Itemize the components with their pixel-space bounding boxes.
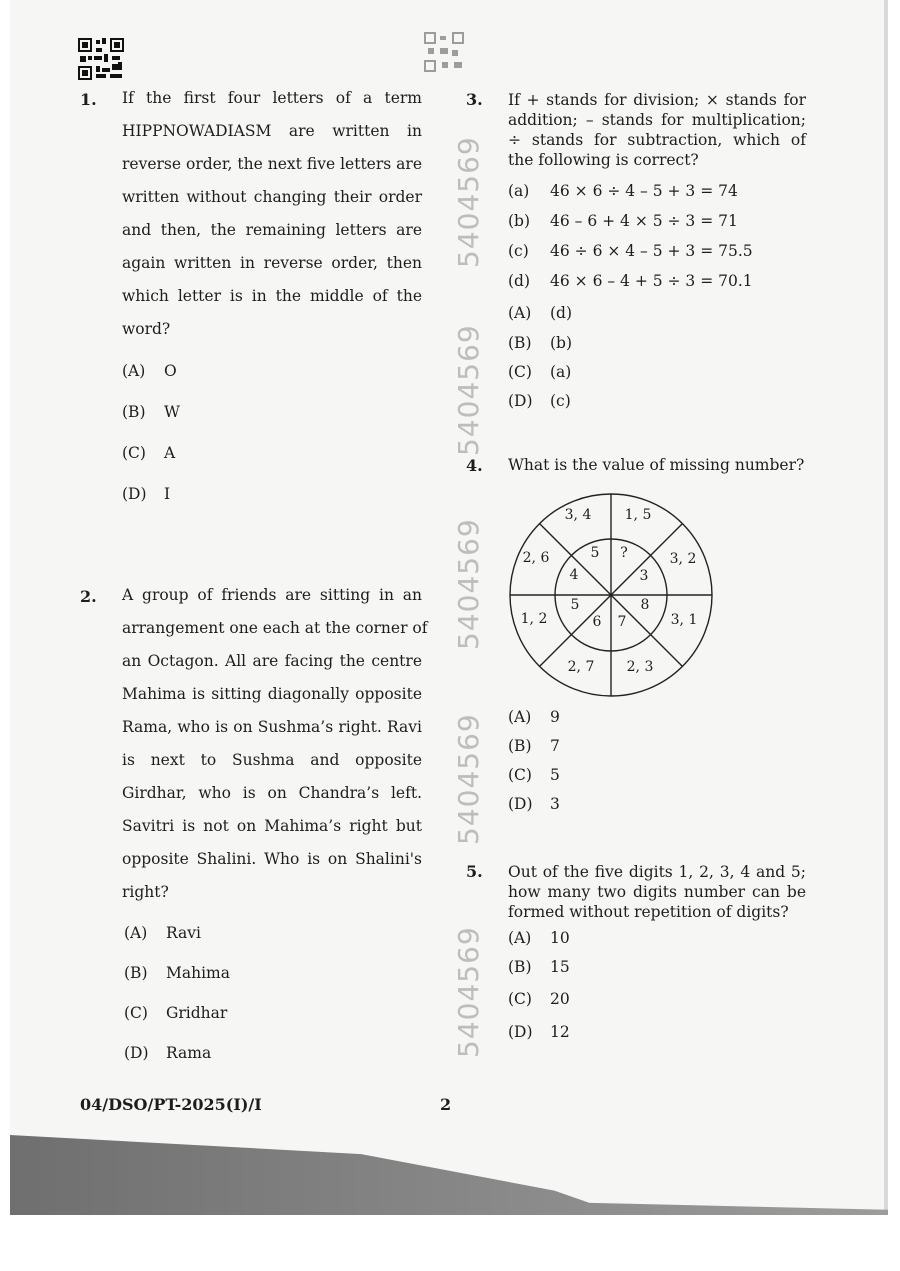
number-wheel-diagram: [506, 490, 716, 700]
option-label: (C): [508, 990, 532, 1008]
statement-label: (b): [508, 212, 531, 230]
question-line: A group of friends are sitting in an: [122, 586, 422, 604]
inner-value: 8: [640, 597, 650, 613]
q3-option-c[interactable]: [508, 363, 571, 381]
option-label: (C): [508, 363, 532, 381]
statement-label: (d): [508, 272, 531, 290]
question-1-text: [122, 82, 422, 346]
option-label: (D): [124, 1044, 149, 1062]
option-text: 7: [550, 737, 560, 755]
option-label: (A): [124, 924, 148, 942]
option-text: 10: [550, 929, 570, 947]
inner-value: 7: [617, 614, 627, 630]
statement-text: 46 – 6 + 4 × 5 ÷ 3 = 71: [550, 212, 738, 230]
q4-option-a[interactable]: [508, 708, 560, 726]
q5-option-d[interactable]: [508, 1023, 570, 1041]
q2-option-b[interactable]: [124, 964, 230, 982]
statement-text: 46 ÷ 6 × 4 – 5 + 3 = 75.5: [550, 242, 753, 260]
missing-number: ?: [620, 545, 628, 561]
option-text: Mahima: [166, 964, 230, 982]
question-5-number: 5.: [466, 862, 483, 881]
question-line: and then, the remaining letters are: [122, 221, 422, 239]
option-text: (c): [550, 392, 571, 410]
option-text: Gridhar: [166, 1004, 228, 1022]
page-number: 2: [440, 1095, 452, 1114]
option-text: 20: [550, 990, 570, 1008]
option-text: I: [164, 485, 171, 503]
option-text: (d): [550, 304, 573, 322]
faint-qr-code-icon: [424, 32, 464, 72]
question-4-text: What is the value of missing number?: [508, 456, 805, 474]
q1-option-c[interactable]: [122, 444, 175, 462]
watermark: 5404569: [452, 136, 485, 268]
outer-value: 3, 1: [670, 612, 698, 628]
option-text: 12: [550, 1023, 570, 1041]
inner-value: 3: [639, 568, 649, 584]
question-line: HIPPNOWADIASM are written in: [122, 122, 422, 140]
q3-statement-c: [508, 242, 753, 260]
q2-option-c[interactable]: [124, 1004, 227, 1022]
outer-value: 2, 7: [567, 659, 595, 675]
statement-label: (a): [508, 182, 530, 200]
outer-value: 3, 4: [564, 507, 592, 523]
question-1-number: 1.: [80, 90, 97, 109]
question-line: is next to Sushma and opposite: [122, 751, 422, 769]
question-line: arrangement one each at the corner of: [122, 619, 428, 637]
question-line: Savitri is not on Mahima’s right but: [122, 817, 422, 835]
option-label: (C): [124, 1004, 148, 1022]
outer-value: 1, 2: [520, 611, 548, 627]
question-line: If the first four letters of a term: [122, 89, 422, 107]
option-text: 5: [550, 766, 560, 784]
question-3-number: 3.: [466, 90, 483, 109]
question-line: again written in reverse order, then: [122, 254, 422, 272]
q3-option-d[interactable]: [508, 392, 571, 410]
question-5-text: Out of the five digits 1, 2, 3, 4 and 5; how many two digits number can be formed without repetition of digits?: [508, 863, 806, 921]
option-label: (B): [508, 737, 532, 755]
q3-option-b[interactable]: [508, 334, 572, 352]
q3-statement-d: [508, 272, 753, 290]
question-3-text: If + stands for division; × stands for addition; – stands for multiplication; ÷ stands for subtraction, which of the following is correct?: [508, 91, 806, 169]
option-label: (A): [122, 362, 146, 380]
question-line: Rama, who is on Sushma’s right. Ravi: [122, 718, 422, 736]
statement-text: 46 × 6 ÷ 4 – 5 + 3 = 74: [550, 182, 738, 200]
question-line: written without changing their order: [122, 188, 422, 206]
q3-option-a[interactable]: [508, 304, 572, 322]
option-text: (b): [550, 334, 573, 352]
option-label: (A): [508, 708, 532, 726]
option-label: (A): [508, 304, 532, 322]
question-line: opposite Shalini. Who is on Shalini's: [122, 850, 422, 868]
option-text: 3: [550, 795, 560, 813]
q2-option-d[interactable]: [124, 1044, 211, 1062]
q3-statement-a: [508, 182, 738, 200]
q1-option-d[interactable]: [122, 485, 170, 503]
option-label: (C): [508, 766, 532, 784]
inner-value: 5: [570, 597, 580, 613]
option-label: (D): [508, 1023, 533, 1041]
watermark: 5404569: [452, 518, 485, 650]
question-line: right?: [122, 883, 169, 901]
qr-code-icon: [78, 38, 124, 80]
q5-option-c[interactable]: [508, 990, 570, 1008]
q5-option-a[interactable]: [508, 929, 570, 947]
option-label: (D): [122, 485, 147, 503]
q5-option-b[interactable]: [508, 958, 570, 976]
option-text: 15: [550, 958, 570, 976]
page-edge: [884, 0, 888, 1215]
option-text: O: [164, 362, 177, 380]
question-2-number: 2.: [80, 587, 97, 606]
inner-value: 5: [590, 545, 600, 561]
question-line: an Octagon. All are facing the centre: [122, 652, 422, 670]
option-label: (B): [124, 964, 148, 982]
question-line: which letter is in the middle of the: [122, 287, 422, 305]
option-label: (B): [508, 334, 532, 352]
option-text: (a): [550, 363, 572, 381]
option-text: W: [164, 403, 180, 421]
q2-option-a[interactable]: [124, 924, 201, 942]
statement-label: (c): [508, 242, 529, 260]
option-label: (B): [122, 403, 146, 421]
option-text: A: [164, 444, 176, 462]
question-2-text: [122, 579, 428, 909]
q4-option-c[interactable]: [508, 766, 560, 784]
option-label: (A): [508, 929, 532, 947]
question-4-number: 4.: [466, 456, 483, 475]
question-line: Girdhar, who is on Chandra’s left.: [122, 784, 422, 802]
option-text: Ravi: [166, 924, 201, 942]
question-line: word?: [122, 320, 171, 338]
watermark: 5404569: [452, 713, 485, 845]
q1-option-a[interactable]: [122, 362, 177, 380]
q3-statement-b: [508, 212, 738, 230]
outer-value: 3, 2: [669, 551, 697, 567]
q4-option-d[interactable]: [508, 795, 560, 813]
inner-value: 6: [592, 614, 602, 630]
option-label: (D): [508, 795, 533, 813]
option-label: (B): [508, 958, 532, 976]
watermark: 5404569: [452, 324, 485, 456]
outer-value: 2, 6: [522, 550, 550, 566]
paper-code: 04/DSO/PT-2025(I)/I: [80, 1095, 262, 1114]
outer-value: 2, 3: [626, 659, 654, 675]
q4-option-b[interactable]: [508, 737, 560, 755]
option-label: (C): [122, 444, 146, 462]
watermark: 5404569: [452, 926, 485, 1058]
outer-value: 1, 5: [624, 507, 652, 523]
option-text: 9: [550, 708, 560, 726]
option-text: Rama: [166, 1044, 212, 1062]
question-line: reverse order, the next five letters are: [122, 155, 422, 173]
option-label: (D): [508, 392, 533, 410]
q1-option-b[interactable]: [122, 403, 180, 421]
inner-value: 4: [569, 567, 579, 583]
question-line: Mahima is sitting diagonally opposite: [122, 685, 422, 703]
statement-text: 46 × 6 – 4 + 5 ÷ 3 = 70.1: [550, 272, 753, 290]
